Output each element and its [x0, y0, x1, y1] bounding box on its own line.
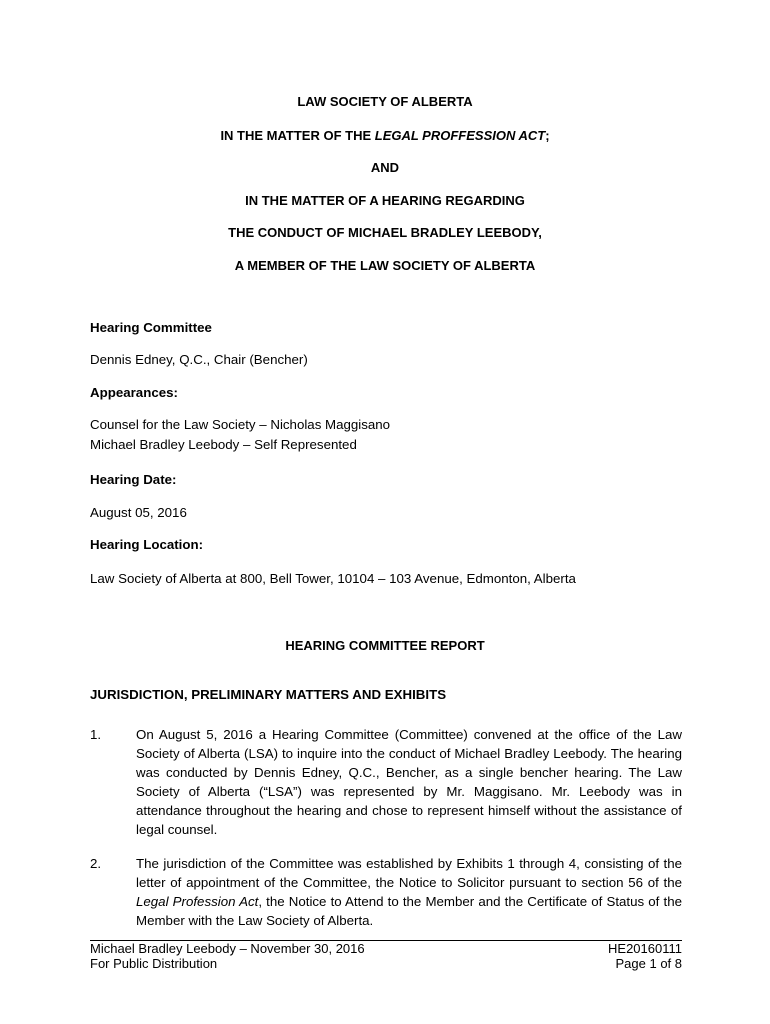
- paragraph-2: [90, 854, 682, 930]
- appearances-line-1: Counsel for the Law Society – Nicholas Maggisano: [90, 417, 391, 432]
- appearances-line-2: Michael Bradley Leebody – Self Represented: [90, 437, 357, 452]
- committee-heading: Hearing Committee: [90, 320, 212, 335]
- caption-line-6: A MEMBER OF THE LAW SOCIETY OF ALBERTA: [234, 258, 536, 273]
- appearances-heading: Appearances:: [90, 385, 178, 400]
- page-footer: [90, 940, 682, 971]
- section-heading: JURISDICTION, PRELIMINARY MATTERS AND EXHIBITS: [90, 687, 447, 702]
- paragraph-1: [90, 725, 682, 839]
- hearing-date-value: August 05, 2016: [90, 505, 187, 520]
- paragraph-text-post: , the Notice to Attend to the Member and the Certificate of Status of the Member with the Law Society of Alberta.: [136, 894, 682, 928]
- hearing-location-heading: Hearing Location:: [90, 537, 204, 552]
- committee-member: Dennis Edney, Q.C., Chair (Bencher): [90, 352, 308, 367]
- paragraph-text-pre: The jurisdiction of the Committee was established by Exhibits 1 through 4, consisting of the letter of appointment of the Committee, the Notice to Solicitor pursuant to section 56 of the: [136, 856, 682, 890]
- paragraph-number: 2.: [90, 856, 102, 871]
- caption-line-2-pre: IN THE MATTER OF THE: [220, 128, 375, 143]
- caption-line-5: THE CONDUCT OF MICHAEL BRADLEY LEEBODY,: [228, 225, 542, 240]
- footer-file-number: HE20160111: [608, 941, 682, 956]
- caption-line-4: IN THE MATTER OF A HEARING REGARDING: [245, 193, 525, 208]
- caption-line-2: [0, 128, 770, 143]
- hearing-date-heading: Hearing Date:: [90, 472, 177, 487]
- footer-member-date: Michael Bradley Leebody – November 30, 2016: [90, 941, 365, 956]
- caption-act-name: LEGAL PROFFESSION ACT: [374, 128, 546, 143]
- hearing-location-value: Law Society of Alberta at 800, Bell Tower, 10104 – 103 Avenue, Edmonton, Alberta: [90, 571, 576, 586]
- footer-page-number: Page 1 of 8: [615, 956, 682, 971]
- report-title: HEARING COMMITTEE REPORT: [285, 638, 485, 653]
- caption-line-3: AND: [370, 160, 400, 175]
- caption-line-1: LAW SOCIETY OF ALBERTA: [297, 94, 473, 109]
- caption-line-2-post: ;: [545, 128, 550, 143]
- paragraph-text: [136, 854, 682, 930]
- paragraph-number: 1.: [90, 727, 102, 742]
- paragraph-text: On August 5, 2016 a Hearing Committee (Committee) convened at the office of the Law Society of Alberta (LSA) to inquire into the conduct of Michael Bradley Leebody. The hearing was conducted by Dennis Edney, Q.C., Bencher, as a single bencher hearing. The Law Society of Alberta (“LSA”) was represented by Mr. Maggisano. Mr. Leebody was in attendance throughout the hearing and chose to represent himself without the assistance of legal counsel.: [136, 727, 682, 837]
- footer-distribution: For Public Distribution: [90, 956, 218, 971]
- paragraph-act-name: Legal Profession Act: [136, 894, 259, 909]
